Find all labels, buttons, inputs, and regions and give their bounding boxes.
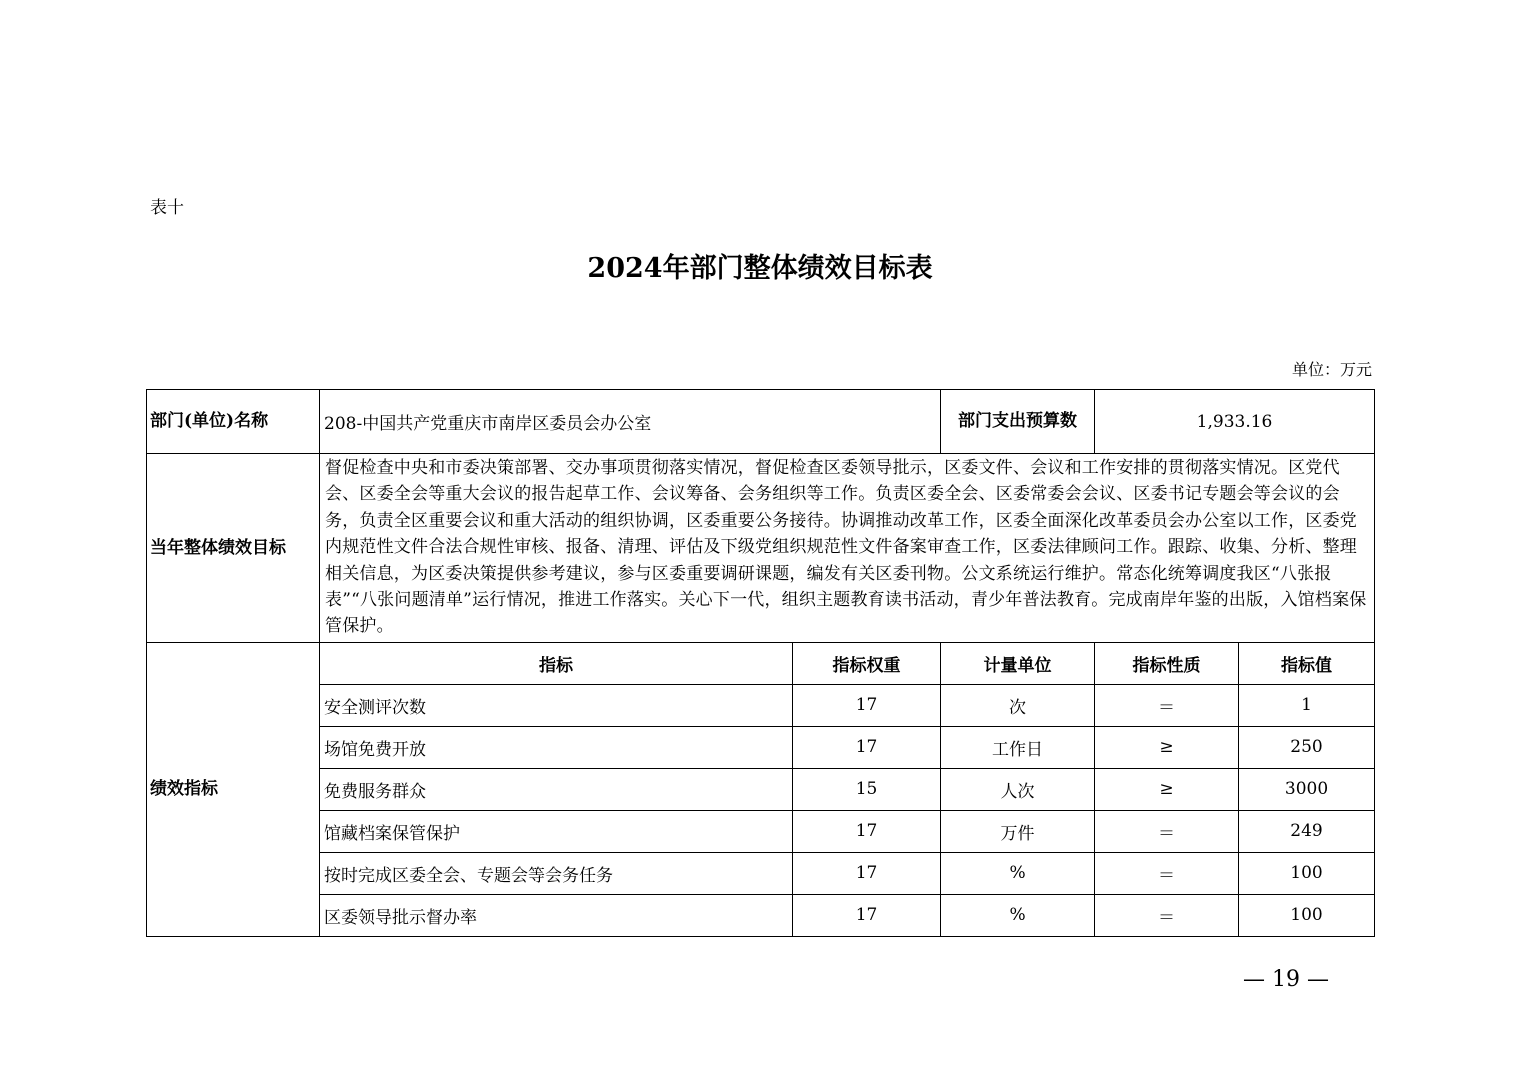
budget-label: 部门支出预算数 [941, 390, 1095, 454]
indicator-weight: 17 [793, 852, 941, 894]
table-row [147, 810, 1375, 852]
col-header-unit: 计量单位 [941, 642, 1095, 684]
table-row [147, 684, 1375, 726]
col-header-value: 指标值 [1239, 642, 1375, 684]
indicator-weight: 17 [793, 726, 941, 768]
unit-label: 单位：万元 [1291, 360, 1372, 379]
indicator-name: 馆藏档案保管保护 [320, 810, 793, 852]
indicator-nature: ≥ [1095, 768, 1239, 810]
col-header-indicator: 指标 [320, 642, 793, 684]
indicator-nature: ＝ [1095, 810, 1239, 852]
indicator-unit: 次 [941, 684, 1095, 726]
indicator-unit: % [941, 894, 1095, 936]
indicator-unit: 工作日 [941, 726, 1095, 768]
indicator-weight: 17 [793, 684, 941, 726]
indicator-nature: ＝ [1095, 852, 1239, 894]
table-label: 表十 [150, 198, 184, 218]
indicator-nature: ＝ [1095, 684, 1239, 726]
indicator-weight: 15 [793, 768, 941, 810]
indicator-value: 249 [1239, 810, 1375, 852]
dept-label: 部门(单位)名称 [147, 390, 320, 454]
indicator-nature: ≥ [1095, 726, 1239, 768]
indicator-value: 100 [1239, 894, 1375, 936]
indicator-weight: 17 [793, 894, 941, 936]
goal-label: 当年整体绩效目标 [147, 454, 320, 643]
performance-target-table [146, 389, 1375, 937]
indicator-name: 场馆免费开放 [320, 726, 793, 768]
indicator-name: 安全测评次数 [320, 684, 793, 726]
table-row [147, 894, 1375, 936]
col-header-weight: 指标权重 [793, 642, 941, 684]
indicator-name: 区委领导批示督办率 [320, 894, 793, 936]
indicator-header-row [147, 642, 1375, 684]
table-row [147, 852, 1375, 894]
dept-row [147, 390, 1375, 454]
indicator-weight: 17 [793, 810, 941, 852]
goal-row [147, 454, 1375, 643]
table-row [147, 768, 1375, 810]
page-number: — 19 — [1243, 967, 1329, 992]
indicator-value: 100 [1239, 852, 1375, 894]
indicator-nature: ＝ [1095, 894, 1239, 936]
page-title: 2024年部门整体绩效目标表 [587, 253, 933, 284]
indicator-unit: 万件 [941, 810, 1095, 852]
indicator-unit: 人次 [941, 768, 1095, 810]
indicator-name: 免费服务群众 [320, 768, 793, 810]
budget-value: 1,933.16 [1095, 390, 1375, 454]
indicator-unit: % [941, 852, 1095, 894]
indicators-label: 绩效指标 [147, 642, 320, 936]
dept-value: 208-中国共产党重庆市南岸区委员会办公室 [320, 390, 941, 454]
goal-text: 督促检查中央和市委决策部署、交办事项贯彻落实情况，督促检查区委领导批示，区委文件、会议和工作安排的贯彻落实情况。区党代会、区委全会等重大会议的报告起草工作、会议筹备、会务组织等工作。负责区委全会、区委常委会会议、区委书记专题会等会议的会务，负责全区重要会议和重大活动的组织协调，区委重要公务接待。协调推动改革工作，区委全面深化改革委员会办公室以工作，区委党内规范性文件合法合规性审核、报备、清理、评估及下级党组织规范性文件备案审查工作，区委法律顾问工作。跟踪、收集、分析、整理相关信息，为区委决策提供参考建议，参与区委重要调研课题，编发有关区委刊物。公文系统运行维护。常态化统筹调度我区“八张报表”“八张问题清单”运行情况，推进工作落实。关心下一代，组织主题教育读书活动，青少年普法教育。完成南岸年鉴的出版，入馆档案保管保护。 [320, 454, 1375, 643]
indicator-value: 1 [1239, 684, 1375, 726]
col-header-nature: 指标性质 [1095, 642, 1239, 684]
indicator-value: 250 [1239, 726, 1375, 768]
table-row [147, 726, 1375, 768]
indicator-value: 3000 [1239, 768, 1375, 810]
indicator-name: 按时完成区委全会、专题会等会务任务 [320, 852, 793, 894]
